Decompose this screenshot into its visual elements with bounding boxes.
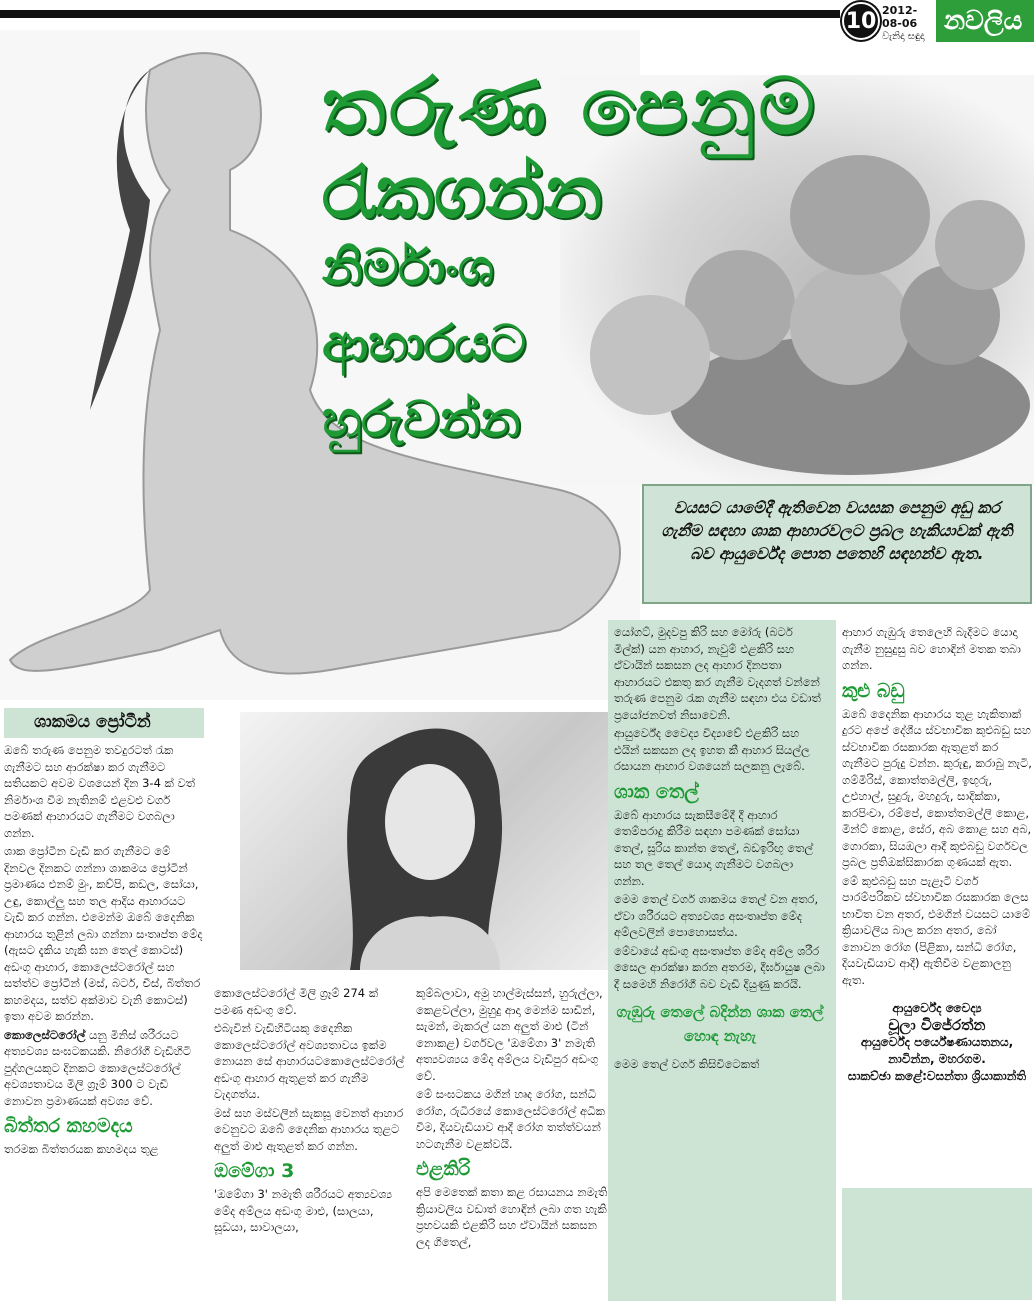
paragraph: තරමක බිත්තරයක කහමදය තුළ: [4, 1142, 159, 1156]
intro-box: වයසට යාමේදී ඇතිවෙන වයසක පෙනුම අඩු කර ගැනීම සඳහා ශාක ආහාරවලට ප්‍රබල හැකියාවක් ඇති බව ආයුර්වේද පොත පතෙහි සඳහන්ව ඇත.: [642, 484, 1032, 604]
portrait-illustration: [240, 712, 610, 970]
dateline: [882, 4, 932, 43]
paragraph: කුම්බලාවා, අමු හාල්මැස්සන්, හුරුල්ලා, කෙළවල්ලා, මුහුදු ආදා මෙන්ම සාඩින්, සැමන්, මැකරල් යන අලුත් මාළු (ටින් නොකළ) වර්ගවල 'ඔමේගා 3' නමැති අත්‍යවශ්‍යය මේද අම්ලය වැඩිපුර අඩංගු වේ.: [416, 986, 603, 1083]
brand-logo: නවලිය: [936, 0, 1034, 42]
date: 2012-08-06: [882, 4, 918, 30]
article-column-3: [416, 985, 612, 1300]
paragraph: යෝගට්, මුදවපු කිරි සහ මෝරු (බටර් මිල්ක්) යන ආහාර, නැවුම් එළකිරි සහ ඒවායින් සකසන ලද ආහාර දිනපතා ආහාරයට එකතු කර ගැනීම වැදගත් වන්නේ තරුණ පෙනුම රැක ගැනීම සඳහා එය වඩාත් ප්‍රයෝජනවත් නිසාවෙනි.: [614, 625, 821, 722]
paragraph: අපි මෙතෙක් කතා කළ රසායනය නමැති ක්‍රියාවලිය වඩාත් හොඳින් ලබා ගත හැකි ප්‍රභවයකි එළකිරි සහ ඒවායින් සකසන ලද ගිතෙල්,: [416, 1185, 608, 1249]
section-heading: ශාකමය ප්‍රෝටීන්: [34, 712, 151, 732]
paragraph: කොලෙස්ටරෝල් මිලි ග්‍රෑම් 274 ක් පමණ අඩංගු වේ.: [214, 986, 379, 1017]
bold-term: කොලෙස්ටරෝල්: [4, 1027, 86, 1042]
subheading: ඔමේගා 3: [214, 1160, 295, 1182]
paragraph: ශාක ප්‍රෝටීන වැඩි කර ගැනීමට මේ දිනවල දිනකට ගන්නා ශාකමය ප්‍රෝටීන් ප්‍රමාණය එනම් මුං, කව්පි, කඩල, සෝයා, උඳු, කොල්ලු සහ තල ආදිය ආහාරයට වැඩි කර ගන්න. එමෙන්ම ඔබේ දෛනික ආහාරය තුළින් ලබා ගන්නා සංතෘප්ත මේද (ඇසට දැකිය හැකි ඝන තෙල් කොටස්) අඩංගු ආහාර, කොලෙස්ටරෝල් සහ සත්ත්ව ප්‍රෝටීන් (මස්, බටර්, චීස්, බිත්තර කහමදය, සත්ව අක්මාව වැනි කොටස්) ඉතා අවම කරන්න.: [4, 844, 203, 1023]
subheading: කුළු බඩු: [842, 679, 905, 702]
paragraph: මේ කුළුබඩු සහ පැළෑටි වර්ග පාරම්පරිකව ස්වභාවික රසකාරක ලෙස භාවිත වන අතර, එමගින් වයසට යාමේ ක්‍රියාවලිය බාල කරන අතර, බෝ නොවන රෝග (පිළිකා, සන්ධි රෝග, දියවැඩියාව ආදී) ඇතිවීම වළකාලනු ඇත.: [842, 873, 1031, 987]
top-rule: [0, 10, 840, 18]
author-name: චූලා විජේරත්න: [888, 1016, 986, 1034]
paragraph: එබැවින් වැඩිහිටියකු දෛනික කොලෙස්ටරෝල් අවශ්‍යතාවය ඉක්ම නොයන සේ ආහාරයටකොලෙස්ටරෝල් අඩංගු ආහාර ඇතුළත් කර ගැනීම වැදගත්ය.: [214, 1021, 405, 1101]
article-column-5: [842, 624, 1032, 1300]
paragraph: මේවායේ අඩංගු අසංතෘප්ත මේද අම්ල ශරීර සෛල ආරක්ෂා කරන අතරම, දීර්ඝායුෂ ලබා දී සමෙහි නිරෝගී බව වැඩි දියුණු කරයි.: [614, 943, 825, 991]
callout-heading: ගැඹුරු තෙලේ බදින්න ශාක තෙල් හොඳ නැහැ: [616, 1003, 824, 1045]
interviewer-credit: සාකච්ඡා කළේ:වසන්තා ශ්‍රියාකාන්ති: [847, 1069, 1027, 1083]
headline-line-2: රැකගන්න: [322, 150, 603, 234]
paragraph: මෙම තෙල් වර්ග කිසිවිටෙකත්: [614, 1057, 760, 1071]
portrait-photo: [240, 712, 610, 970]
article-column-4: [614, 624, 826, 1300]
paragraph: මෙම තෙල් වර්ග ශාකමය තෙල් වන අතර, ඒවා ශරීරයට අත්‍යවශ්‍ය අසංතෘප්ත මේද අම්ලවලින් පොහොසත්ය.: [614, 892, 819, 939]
headline-line-1: තරුණ පෙනුම: [322, 62, 819, 152]
paragraph: මස් සහ මස්වලින් සැකසූ වෙනත් ආහාර වෙනුවට ඔබේ දෛනික ආහාරය තුළට අලුත් මාළු ඇතුළත් කර ගන්න.: [214, 1105, 404, 1153]
day: වැනිදා සඳුදා: [882, 31, 925, 42]
author-title: ආයුර්වේද වෛද්‍ය: [892, 1001, 982, 1015]
subheading: ශාක තෙල්: [614, 780, 699, 803]
paragraph: ආයුර්වේද වෛද්‍ය විද්‍යාවේ එළකිරි සහ එයින් සකසන ලද ඉහත කී ආහාර සියල්ල රසායන ආහාර වශයෙන් සලකනු ලැබේ.: [614, 726, 810, 773]
headline-line-3: නිර්මාංශ: [322, 238, 494, 296]
paragraph: ආහාර ගැඹුරු තෙලෙහි බැදීමට යොදා ගැනීම නුසුදුසු බව හොඳින් මතක තබා ගන්න.: [842, 625, 1021, 672]
subheading: එළකිරි: [416, 1158, 471, 1180]
article-column-1: [4, 708, 204, 1298]
page-number: 10: [842, 2, 880, 40]
paragraph-text: යනු මිනිස් ශරීරයට අත්‍යවශ්‍ය සංඝටකයකි. නිරෝගී වැඩිහිටි පුද්ගලයකුට දිනකට කොලෙස්ටරෝල් අවශ්‍යතාවය මිලි ග්‍රෑම් 300 ට වැඩි නොවන ප්‍රමාණයක් අවශ්‍ය වේ.: [4, 1027, 192, 1108]
paragraph: 'ඔමේගා 3' නමැති ශරීරයට අත්‍යවශ්‍ය මේද අම්ලය අඩංගු මාළු, (සාලයා, සූඩයා, සාවාලයා,: [214, 1187, 393, 1234]
paragraph: ඔබේ ආහාරය සැකසීමේදී දී ආහාර තෙම්පරාදු කිරීම සඳහා පමණක් සෝයා තෙල්, සූරිය කාන්ත තෙල්, බඩඉරිඟු තෙල් සහ තල තෙල් යොදා ගැනීමට වගබලා ගන්න.: [614, 807, 814, 888]
article-column-2: [214, 985, 409, 1300]
paragraph: ඔබේ තරුණ පෙනුම තවදුරටත් රැක ගැනීමට සහ ආරක්ෂා කර ගැනීමට සතියකට අවම වශයෙන් දින 3-4 ක් වත් නිර්මාංශ වීම නැතිනම් එළවළු වර්ග පමණක් ආහාරයට ගැනීමට වගබලා ගන්න.: [4, 743, 196, 840]
paragraph: ඔබේ දෛනික ආහාරය තුළ හැකිතාක් දුරට අපේ දේශීය ස්වභාවික කුළුබඩු සහ ස්වභාවික රසකාරක ඇතුළත් කර ගැනීමට පුරුදු වන්න. කුරුඳු, කරාබු නැටි, ගම්මිරිස්, කොත්තමල්ලි, ඉඟුරු, උළුහාල්, සුදුරු, මහදුරු, සාදික්කා, කරපිංචා, රම්පේ, කොත්තමල්ලි කොළ, මින්ට් කොළ, සේර, අබ කොළ සහ අබ, ගොරකා, සියඹලා ආදී කුළුබඩු වර්ගවල ප්‍රබල ප්‍රතිඔක්සිකාරක ගුණයක් ඇත.: [842, 706, 1032, 869]
subheading: බිත්තර කහමදය: [4, 1115, 133, 1137]
headline-line-4: ආහාරයට: [322, 314, 526, 372]
paragraph: [4, 1027, 204, 1110]
paragraph: මේ සංඝටකය මගින් හෘද රෝග, සන්ධි රෝග, රුධිරයේ කොලෙස්ටරෝල් අධික වීම, දියවැඩියාව ආදී රෝග තත්ත්වයන් හටගැනීම වළක්වයි.: [416, 1087, 605, 1151]
headline-line-5: හුරුවන්න: [322, 390, 521, 448]
author-institution: ආයුර්වේද පර්යේෂණායතනය, නාවින්න, මහරගම.: [860, 1035, 1014, 1066]
author-credit: [842, 1000, 1032, 1085]
